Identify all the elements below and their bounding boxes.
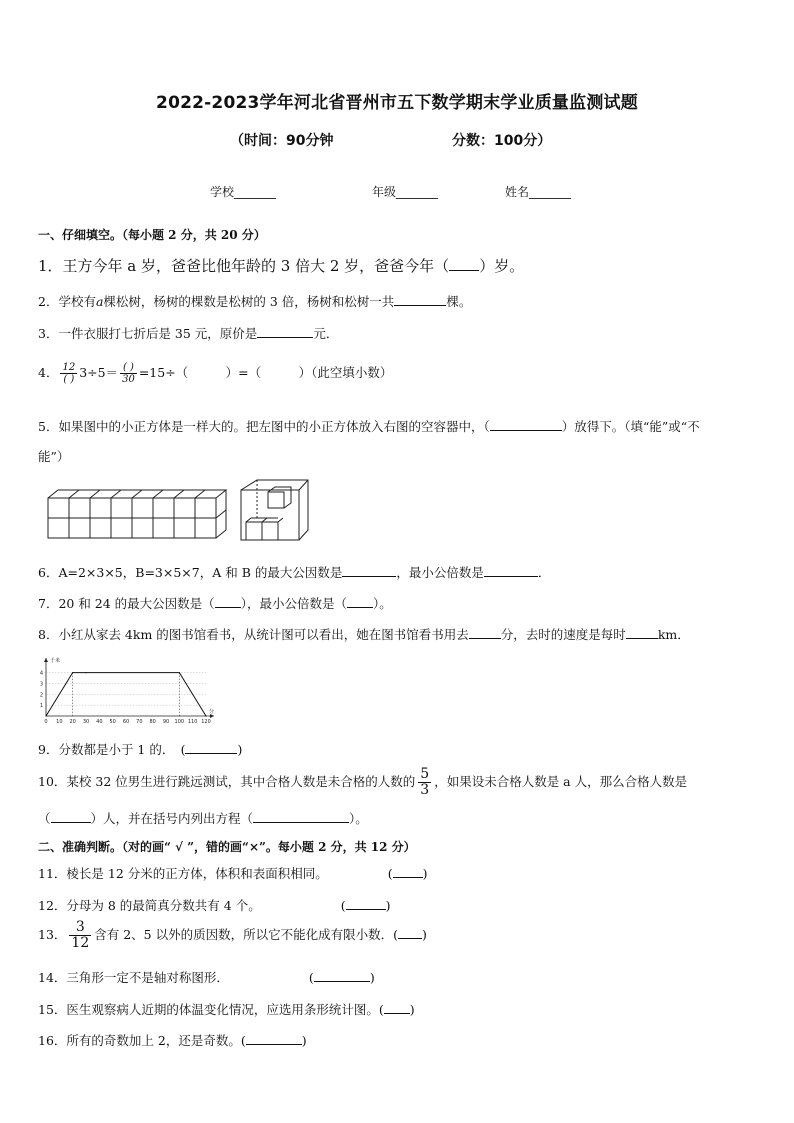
cube-bar-figure <box>48 490 226 538</box>
y-tick-label: 4 <box>39 670 43 677</box>
answer-blank[interactable] <box>626 626 658 639</box>
answer-blank[interactable] <box>484 564 538 577</box>
question-1: 1．王方今年 a 岁，爸爸比他年龄的 3 倍大 2 岁，爸爸今年（ ）岁。 <box>38 257 525 275</box>
time-limit: （时间：90分钟 <box>230 133 334 149</box>
y-axis-label: 千米 <box>50 658 61 664</box>
total-score: 分数：100分） <box>452 133 552 149</box>
x-tick-label: 50 <box>109 719 116 725</box>
answer-blank[interactable] <box>394 293 446 306</box>
question-13: 13． $\frac{3}{12}$ 含有 2、5 以外的质因数，所以它不能化成有限小数．( ) <box>38 919 427 951</box>
question-12: 12．分母为 8 的最简真分数共有 4 个。 ( ) <box>38 898 391 913</box>
y-tick-label: 2 <box>39 692 43 699</box>
empty-container-figure <box>241 480 308 540</box>
answer-blank[interactable] <box>342 564 396 577</box>
x-axis-label: 分 <box>209 709 215 715</box>
answer-blank[interactable] <box>215 595 241 608</box>
question-4: 4． $\frac{12}{( )}$ 3÷5＝ $\frac{( )}{30}$ =15÷（ ）=（ ）（此空填小数） <box>38 362 393 385</box>
name-field[interactable]: 姓名_______ <box>505 185 572 199</box>
fraction: $\frac{5}{3}$ <box>420 766 430 798</box>
answer-blank[interactable] <box>469 626 501 639</box>
answer-blank[interactable] <box>398 926 422 939</box>
answer-blank[interactable] <box>185 741 237 754</box>
answer-blank[interactable] <box>384 1001 410 1014</box>
question-14: 14．三角形一定不是轴对称图形． ( ) <box>38 970 375 985</box>
y-tick-label: 3 <box>39 681 43 688</box>
question-15: 15．医生观察病人近期的体温变化情况，应选用条形统计图。( ) <box>38 1002 415 1017</box>
answer-blank[interactable] <box>346 897 386 910</box>
cube-figures <box>46 478 316 548</box>
x-tick-label: 0 <box>44 719 48 725</box>
grade-field[interactable]: 年级_______ <box>372 185 439 199</box>
question-5-continued: 能”） <box>38 449 70 464</box>
question-7: 7．20 和 24 的最大公因数是（ ），最小公倍数是（ ）。 <box>38 596 392 611</box>
answer-blank[interactable] <box>449 258 479 271</box>
question-2: 2．学校有a棵松树，杨树的棵数是松树的 3 倍，杨树和松树一共 棵。 <box>38 294 472 309</box>
question-10-continued: （ ）人，并在括号内列出方程（ ）。 <box>38 811 368 826</box>
answer-blank[interactable] <box>257 325 313 338</box>
y-axis-arrow <box>44 658 48 662</box>
x-tick-label: 20 <box>69 719 76 725</box>
x-tick-label: 80 <box>149 719 156 725</box>
question-16: 16．所有的奇数加上 2，还是奇数。( ) <box>38 1033 307 1048</box>
section-1-heading: 一、仔细填空。（每小题 2 分，共 20 分） <box>38 228 266 242</box>
fraction: $\frac{3}{12}$ <box>71 919 90 951</box>
x-tick-label: 40 <box>96 719 103 725</box>
question-10: 10．某校 32 位男生进行跳远测试，其中合格人数是未合格的人数的 $\frac{5}{3}$ ，如果设未合格人数是 a 人，那么合格人数是 <box>38 766 688 798</box>
fraction: $\frac{( )}{30}$ <box>122 362 135 385</box>
x-tick-label: 120 <box>201 719 211 725</box>
answer-blank[interactable] <box>314 969 370 982</box>
question-5: 5．如果图中的小正方体是一样大的。把左图中的小正方体放入右图的空容器中，（ ）放得下。（填“能”或“不 <box>38 419 700 434</box>
question-9: 9．分数都是小于 1 的． ( ) <box>38 742 243 757</box>
x-tick-label: 90 <box>162 719 170 725</box>
answer-blank[interactable] <box>246 1032 302 1045</box>
distance-time-chart <box>38 654 223 726</box>
question-11: 11．棱长是 12 分米的正方体，体积和表面积相同。 ( ) <box>38 866 428 881</box>
answer-blank[interactable] <box>393 865 423 878</box>
data-point <box>72 672 73 673</box>
data-point <box>205 715 206 716</box>
data-point <box>45 715 46 716</box>
data-point <box>179 672 180 673</box>
x-tick-label: 100 <box>174 719 185 725</box>
x-tick-label: 110 <box>187 719 198 725</box>
data-point <box>85 672 86 673</box>
y-tick-label: 1 <box>39 703 43 710</box>
x-tick-label: 10 <box>56 719 63 725</box>
answer-blank[interactable] <box>51 810 91 823</box>
page-title: 2022-2023学年河北省晋州市五下数学期末学业质量监测试题 <box>156 93 638 113</box>
question-8: 8．小红从家去 4km 的图书馆看书，从统计图可以看出，她在图书馆看书用去 分，去时的速度是每时 km． <box>38 627 690 642</box>
fraction: $\frac{12}{( )}$ <box>62 362 76 385</box>
x-tick-label: 70 <box>136 719 143 725</box>
x-tick-label: 60 <box>122 719 130 725</box>
question-6: 6．A=2×3×5，B=3×5×7，A 和 B 的最大公因数是 ，最小公倍数是 ． <box>38 565 551 580</box>
x-tick-label: 30 <box>82 719 90 725</box>
answer-blank[interactable] <box>490 418 562 431</box>
question-3: 3．一件衣服打七折后是 35 元，原价是 元． <box>38 326 339 341</box>
answer-blank[interactable] <box>253 810 349 823</box>
answer-blank[interactable] <box>347 595 373 608</box>
section-2-heading: 二、准确判断。（对的画“ √ ”，错的画“×”。每小题 2 分，共 12 分） <box>38 840 416 854</box>
school-field[interactable]: 学校_______ <box>210 185 277 199</box>
